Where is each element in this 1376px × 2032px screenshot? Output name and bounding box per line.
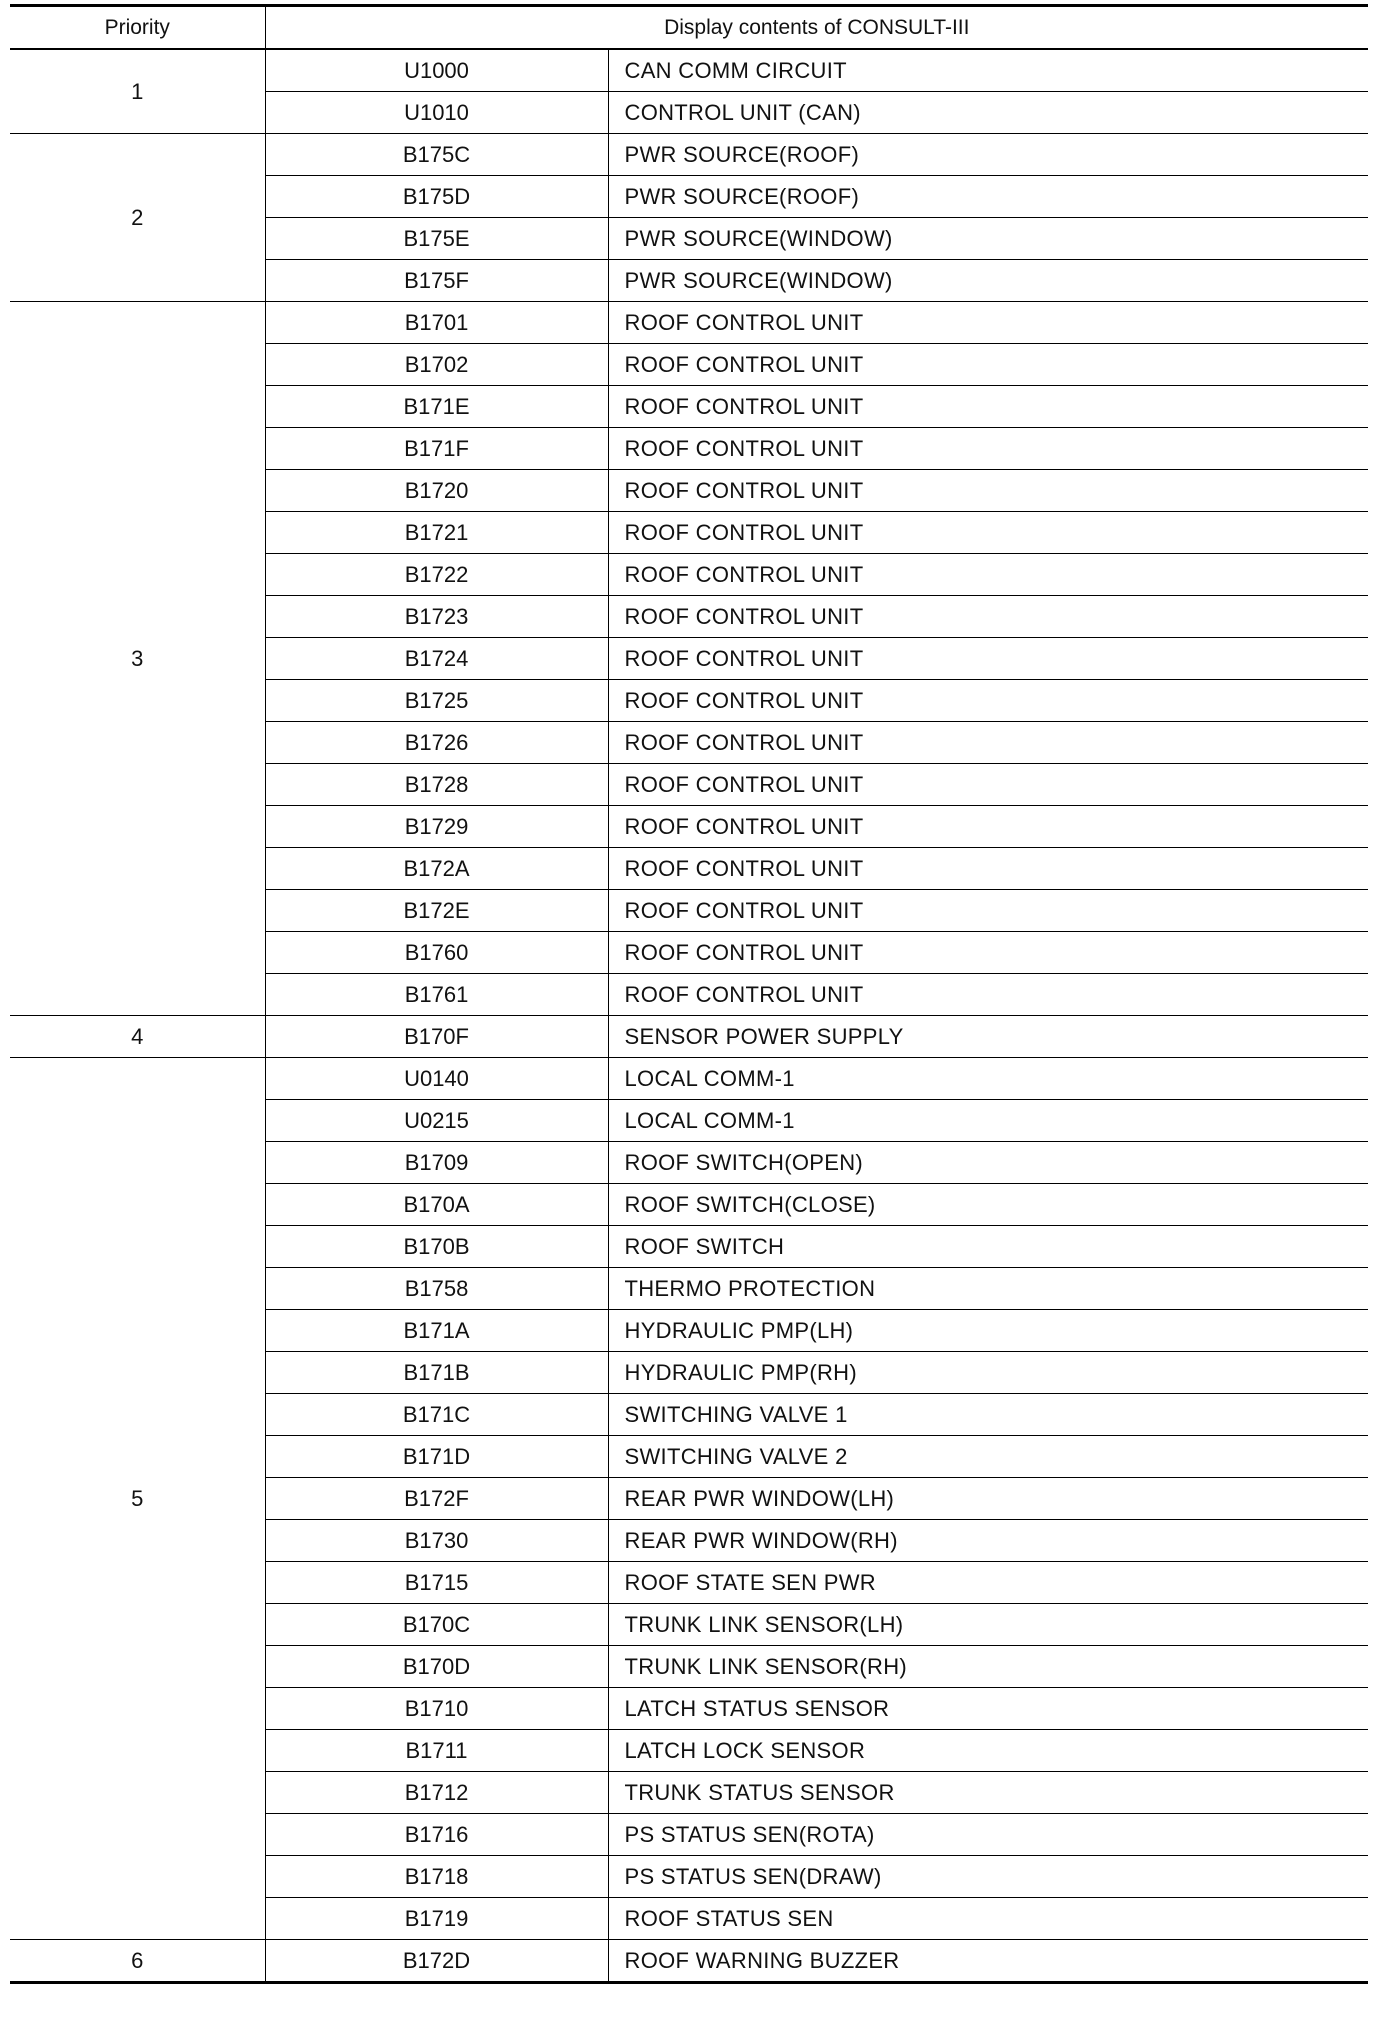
display-contents-cell: PWR SOURCE(ROOF) xyxy=(608,176,1368,218)
display-contents-cell: SENSOR POWER SUPPLY xyxy=(608,1016,1368,1058)
dtc-code-cell: B170F xyxy=(265,1016,608,1058)
dtc-code-cell: B1722 xyxy=(265,554,608,596)
dtc-code-cell: B1760 xyxy=(265,932,608,974)
dtc-code-cell: B1724 xyxy=(265,638,608,680)
display-contents-cell: HYDRAULIC PMP(LH) xyxy=(608,1310,1368,1352)
display-contents-cell: ROOF CONTROL UNIT xyxy=(608,932,1368,974)
priority-cell: 4 xyxy=(10,1016,265,1058)
priority-cell: 5 xyxy=(10,1058,265,1940)
dtc-code-cell: U1000 xyxy=(265,49,608,92)
table-row xyxy=(10,1058,1368,1100)
dtc-code-cell: B170B xyxy=(265,1226,608,1268)
dtc-code-cell: B171D xyxy=(265,1436,608,1478)
dtc-code-cell: B1730 xyxy=(265,1520,608,1562)
display-contents-cell: ROOF CONTROL UNIT xyxy=(608,386,1368,428)
display-contents-cell: ROOF CONTROL UNIT xyxy=(608,848,1368,890)
table-row xyxy=(10,49,1368,92)
priority-cell: 1 xyxy=(10,49,265,134)
dtc-code-cell: B172F xyxy=(265,1478,608,1520)
dtc-code-cell: B1729 xyxy=(265,806,608,848)
dtc-code-cell: B1720 xyxy=(265,470,608,512)
table-body xyxy=(10,49,1368,1983)
dtc-code-cell: B175E xyxy=(265,218,608,260)
display-contents-cell: LOCAL COMM-1 xyxy=(608,1100,1368,1142)
display-contents-cell: LATCH STATUS SENSOR xyxy=(608,1688,1368,1730)
header-priority: Priority xyxy=(10,6,265,50)
dtc-code-cell: B172D xyxy=(265,1940,608,1983)
display-contents-cell: ROOF SWITCH(CLOSE) xyxy=(608,1184,1368,1226)
display-contents-cell: ROOF CONTROL UNIT xyxy=(608,890,1368,932)
table-row xyxy=(10,1016,1368,1058)
dtc-code-cell: B170D xyxy=(265,1646,608,1688)
display-contents-cell: ROOF CONTROL UNIT xyxy=(608,470,1368,512)
display-contents-cell: PWR SOURCE(WINDOW) xyxy=(608,260,1368,302)
dtc-code-cell: B175F xyxy=(265,260,608,302)
table-row xyxy=(10,1940,1368,1983)
display-contents-cell: ROOF WARNING BUZZER xyxy=(608,1940,1368,1983)
dtc-code-cell: B175D xyxy=(265,176,608,218)
dtc-code-cell: B1725 xyxy=(265,680,608,722)
dtc-code-cell: B171C xyxy=(265,1394,608,1436)
display-contents-cell: ROOF CONTROL UNIT xyxy=(608,428,1368,470)
display-contents-cell: ROOF CONTROL UNIT xyxy=(608,554,1368,596)
header-display-contents: Display contents of CONSULT-III xyxy=(265,6,1368,50)
display-contents-cell: SWITCHING VALVE 2 xyxy=(608,1436,1368,1478)
dtc-code-cell: B1758 xyxy=(265,1268,608,1310)
display-contents-cell: REAR PWR WINDOW(RH) xyxy=(608,1520,1368,1562)
dtc-code-cell: B171B xyxy=(265,1352,608,1394)
display-contents-cell: PWR SOURCE(ROOF) xyxy=(608,134,1368,176)
dtc-code-cell: U0215 xyxy=(265,1100,608,1142)
display-contents-cell: CAN COMM CIRCUIT xyxy=(608,49,1368,92)
display-contents-cell: ROOF CONTROL UNIT xyxy=(608,680,1368,722)
dtc-code-cell: B1712 xyxy=(265,1772,608,1814)
dtc-code-cell: B1723 xyxy=(265,596,608,638)
display-contents-cell: ROOF SWITCH(OPEN) xyxy=(608,1142,1368,1184)
display-contents-cell: ROOF CONTROL UNIT xyxy=(608,596,1368,638)
priority-cell: 2 xyxy=(10,134,265,302)
display-contents-cell: PS STATUS SEN(DRAW) xyxy=(608,1856,1368,1898)
display-contents-cell: PWR SOURCE(WINDOW) xyxy=(608,218,1368,260)
dtc-code-cell: B171A xyxy=(265,1310,608,1352)
display-contents-cell: ROOF STATUS SEN xyxy=(608,1898,1368,1940)
display-contents-cell: ROOF CONTROL UNIT xyxy=(608,764,1368,806)
display-contents-cell: ROOF CONTROL UNIT xyxy=(608,302,1368,344)
dtc-code-cell: B1761 xyxy=(265,974,608,1016)
dtc-code-cell: B172E xyxy=(265,890,608,932)
dtc-code-cell: B1726 xyxy=(265,722,608,764)
dtc-code-cell: B1710 xyxy=(265,1688,608,1730)
display-contents-cell: TRUNK STATUS SENSOR xyxy=(608,1772,1368,1814)
display-contents-cell: PS STATUS SEN(ROTA) xyxy=(608,1814,1368,1856)
display-contents-cell: ROOF CONTROL UNIT xyxy=(608,974,1368,1016)
display-contents-cell: ROOF CONTROL UNIT xyxy=(608,638,1368,680)
display-contents-cell: HYDRAULIC PMP(RH) xyxy=(608,1352,1368,1394)
display-contents-cell: ROOF CONTROL UNIT xyxy=(608,344,1368,386)
display-contents-cell: SWITCHING VALVE 1 xyxy=(608,1394,1368,1436)
table-header-row xyxy=(10,6,1368,50)
display-contents-cell: TRUNK LINK SENSOR(RH) xyxy=(608,1646,1368,1688)
dtc-code-cell: B1721 xyxy=(265,512,608,554)
dtc-code-cell: U1010 xyxy=(265,92,608,134)
dtc-code-cell: B1719 xyxy=(265,1898,608,1940)
display-contents-cell: CONTROL UNIT (CAN) xyxy=(608,92,1368,134)
dtc-code-cell: B172A xyxy=(265,848,608,890)
dtc-code-cell: B1702 xyxy=(265,344,608,386)
dtc-code-cell: B1716 xyxy=(265,1814,608,1856)
dtc-code-cell: B171F xyxy=(265,428,608,470)
display-contents-cell: LOCAL COMM-1 xyxy=(608,1058,1368,1100)
dtc-code-cell: B1715 xyxy=(265,1562,608,1604)
dtc-code-cell: B1701 xyxy=(265,302,608,344)
display-contents-cell: THERMO PROTECTION xyxy=(608,1268,1368,1310)
display-contents-cell: ROOF CONTROL UNIT xyxy=(608,722,1368,764)
display-contents-cell: ROOF STATE SEN PWR xyxy=(608,1562,1368,1604)
dtc-code-cell: B170A xyxy=(265,1184,608,1226)
dtc-code-cell: B1711 xyxy=(265,1730,608,1772)
display-contents-cell: ROOF SWITCH xyxy=(608,1226,1368,1268)
dtc-code-cell: B1709 xyxy=(265,1142,608,1184)
display-contents-cell: LATCH LOCK SENSOR xyxy=(608,1730,1368,1772)
dtc-code-cell: B171E xyxy=(265,386,608,428)
priority-table xyxy=(10,4,1368,1984)
priority-cell: 3 xyxy=(10,302,265,1016)
display-contents-cell: TRUNK LINK SENSOR(LH) xyxy=(608,1604,1368,1646)
priority-cell: 6 xyxy=(10,1940,265,1983)
display-contents-cell: REAR PWR WINDOW(LH) xyxy=(608,1478,1368,1520)
dtc-code-cell: U0140 xyxy=(265,1058,608,1100)
table-row xyxy=(10,134,1368,176)
display-contents-cell: ROOF CONTROL UNIT xyxy=(608,806,1368,848)
dtc-code-cell: B175C xyxy=(265,134,608,176)
dtc-code-cell: B1728 xyxy=(265,764,608,806)
display-contents-cell: ROOF CONTROL UNIT xyxy=(608,512,1368,554)
dtc-code-cell: B1718 xyxy=(265,1856,608,1898)
dtc-code-cell: B170C xyxy=(265,1604,608,1646)
table-row xyxy=(10,302,1368,344)
